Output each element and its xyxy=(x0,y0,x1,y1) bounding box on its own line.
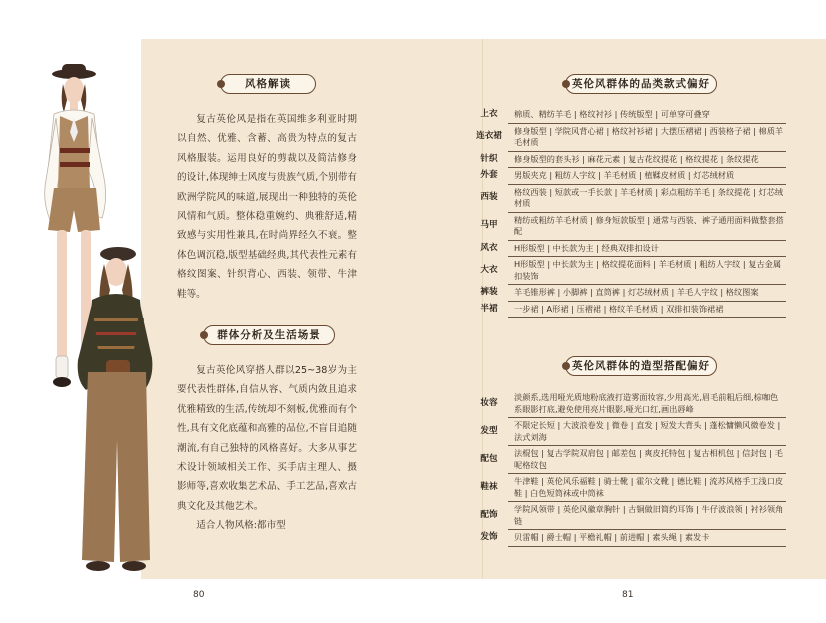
table-row: 发型 不限定长短 | 大波浪卷发 | 微卷 | 直发 | 短发大背头 | 蓬松慵懒风微卷发 | 法式刘海 xyxy=(470,418,786,446)
fashion-illustration xyxy=(20,60,170,580)
title-bullet-icon xyxy=(200,331,208,339)
group-analysis-body: 复古英伦风穿搭人群以25~38岁为主要代表性群体,自信从容、气质内敛且追求优雅精致的生活,传统却不刻板,优雅而有个性,具有文化底蕴和高雅的品位,不盲目追随潮流,有自己独特的风格喜好。大多从事艺术设计领域相关工作、买手店主理人、摄影师等,喜欢收集艺术品、手工艺品,喜欢古典文化及其他艺术。 适合人物风格:都市型 xyxy=(177,361,357,536)
table-row: 发饰 贝雷帽 | 爵士帽 | 平檐礼帽 | 前进帽 | 素头绳 | 素发卡 xyxy=(470,530,786,547)
category-preferences-title: 英伦风群体的品类款式偏好 xyxy=(565,74,717,94)
title-bullet-icon xyxy=(562,362,570,370)
title-bullet-icon xyxy=(562,80,570,88)
table-row: 半裙 一步裙 | A形裙 | 压褶裙 | 格纹羊毛材质 | 双排扣装饰裙裙 xyxy=(470,301,786,318)
table-row: 裤装 羊毛锥形裤 | 小脚裤 | 直筒裤 | 灯芯绒材质 | 羊毛人字纹 | 格纹图案 xyxy=(470,285,786,302)
styling-preferences-table xyxy=(470,390,786,547)
category-preferences-table xyxy=(470,107,786,318)
style-interpretation-body: 复古英伦风是指在英国维多利亚时期以自然、优雅、含蓄、高贵为特点的复古风格服装。运用良好的剪裁以及简洁修身的设计,体现绅士风度与贵族气质,个别带有欧洲学院风的味道,展现出一种独特的英伦风情和气质。整体稳重婉约、典雅舒适,精致感与实用性兼具,在时尚界经久不衰。整体色调沉稳,版型基础经典,其代表性元素有格纹图案、针织背心、西装、领带、牛津鞋等。 xyxy=(177,114,357,300)
table-row: 鞋袜 牛津鞋 | 英伦风乐福鞋 | 骑士靴 | 霍尔文靴 | 德比鞋 | 流苏风格手工浅口皮鞋 | 白色短筒袜或中筒袜 xyxy=(470,474,786,502)
table-row: 西装 格纹西装 | 短款或一手长款 | 羊毛材质 | 彩点粗纺羊毛 | 条纹提花 | 灯芯绒材质 xyxy=(470,184,786,212)
table-row: 针织 修身版型的套头衫 | 麻花元素 | 复古花纹提花 | 格纹提花 | 条纹提花 xyxy=(470,151,786,168)
suitable-style-line: 适合人物风格:都市型 xyxy=(196,520,286,532)
group-analysis-title: 群体分析及生活场景 xyxy=(203,325,335,345)
page-number-right: 81 xyxy=(622,590,634,600)
style-interpretation-title: 风格解读 xyxy=(220,74,316,94)
table-row: 风衣 H形版型 | 中长款为主 | 经典双排扣设计 xyxy=(470,240,786,257)
table-row: 妆容 淡颜系,选用哑光质地粉底液打造雾面妆容,少用高光,眉毛前粗后细,棕咖色系眼影打底,避免使用亮片眼影,哑光口红,画出唇峰 xyxy=(470,390,786,418)
table-row: 外套 男版夹克 | 粗纺人字纹 | 羊毛材质 | 植鞣皮材质 | 灯芯绒材质 xyxy=(470,168,786,185)
table-row: 配包 法棍包 | 复古学院双肩包 | 邮差包 | 爽皮托特包 | 复古相机包 | 信封包 | 毛呢格纹包 xyxy=(470,446,786,474)
page-number-left: 80 xyxy=(193,590,205,600)
table-row: 马甲 精纺或粗纺羊毛材质 | 修身短款版型 | 通常与西装、裤子通用面料做整套搭配 xyxy=(470,212,786,240)
table-row: 配饰 学院风领带 | 英伦风徽章胸针 | 古铜做旧简约耳饰 | 牛仔波浪领 | 衬衫领角链 xyxy=(470,502,786,530)
title-bullet-icon xyxy=(217,80,225,88)
table-row: 大衣 H形版型 | 中长款为主 | 格纹提花面料 | 羊毛材质 | 粗纺人字纹 | 复古金属扣装饰 xyxy=(470,257,786,285)
table-row: 上衣 棉质、精纺羊毛 | 格纹衬衫 | 传统版型 | 可单穿可叠穿 xyxy=(470,107,786,123)
styling-preferences-title: 英伦风群体的造型搭配偏好 xyxy=(565,356,717,376)
table-row: 连衣裙 修身版型 | 学院风背心裙 | 格纹衬衫裙 | 大摆压褶裙 | 西装格子裙 | 棉质羊毛材质 xyxy=(470,123,786,151)
